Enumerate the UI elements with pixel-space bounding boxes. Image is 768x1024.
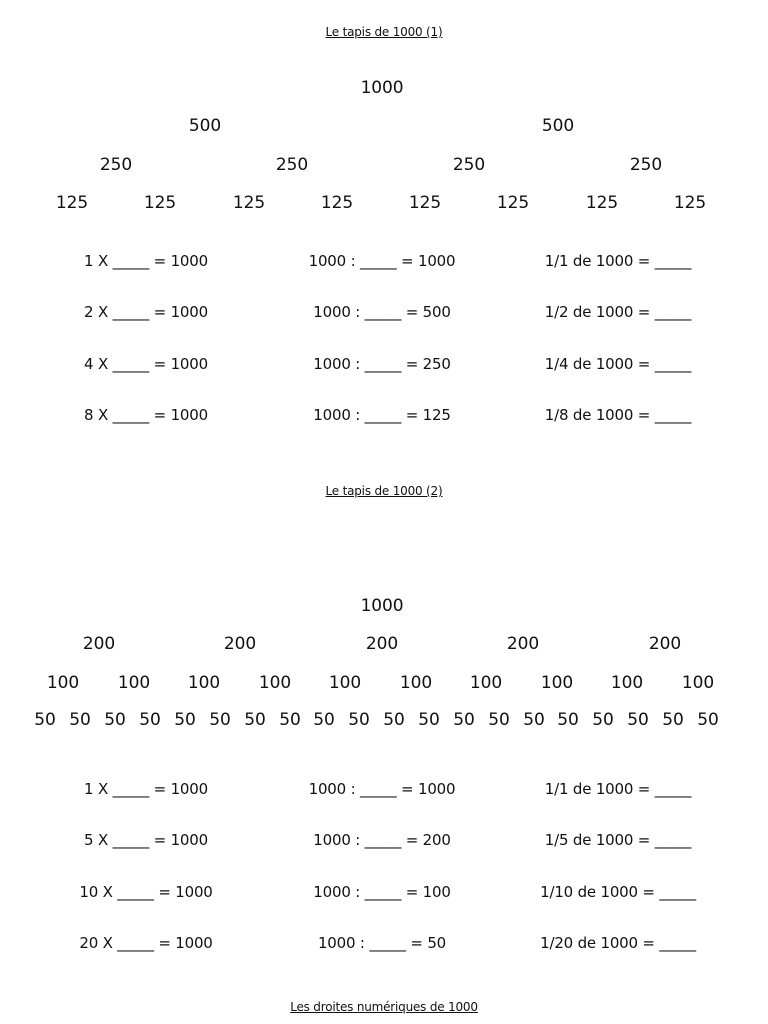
tree-node: 125 xyxy=(232,193,266,213)
fraction-exercise: 1/1 de 1000 = _____ xyxy=(544,252,692,270)
fraction-exercise: 1/5 de 1000 = _____ xyxy=(544,831,692,849)
tree-node: 125 xyxy=(408,193,442,213)
tree-node: 50 xyxy=(139,710,161,730)
tree-node: 200 xyxy=(506,634,540,654)
fraction-exercise: 1/2 de 1000 = _____ xyxy=(544,303,692,321)
tree-node: 500 xyxy=(188,116,222,136)
multiplication-exercise: 10 X _____ = 1000 xyxy=(79,883,213,901)
multiplication-exercise: 5 X _____ = 1000 xyxy=(84,831,208,849)
tree-node: 100 xyxy=(46,673,80,693)
tree-node: 50 xyxy=(592,710,614,730)
fraction-exercise: 1/10 de 1000 = _____ xyxy=(540,883,696,901)
fraction-exercise: 1/4 de 1000 = _____ xyxy=(544,355,692,373)
tree-node: 50 xyxy=(279,710,301,730)
tree-node: 50 xyxy=(662,710,684,730)
section-3-title: Les droites numériques de 1000 xyxy=(290,1000,478,1014)
tree-node: 100 xyxy=(258,673,292,693)
section-2-title: Le tapis de 1000 (2) xyxy=(325,484,443,498)
tree-node: 125 xyxy=(585,193,619,213)
division-exercise: 1000 : _____ = 500 xyxy=(313,303,451,321)
tree-node: 50 xyxy=(418,710,440,730)
multiplication-exercise: 1 X _____ = 1000 xyxy=(84,252,208,270)
division-exercise: 1000 : _____ = 1000 xyxy=(308,780,456,798)
tree-node: 200 xyxy=(223,634,257,654)
tree-node: 50 xyxy=(313,710,335,730)
tree-node: 100 xyxy=(399,673,433,693)
tree-node: 100 xyxy=(610,673,644,693)
division-exercise: 1000 : _____ = 125 xyxy=(313,406,451,424)
tree-node: 50 xyxy=(104,710,126,730)
tree-node: 100 xyxy=(540,673,574,693)
tree-node: 50 xyxy=(697,710,719,730)
tree-node: 1000 xyxy=(360,78,404,98)
tree-node: 250 xyxy=(629,155,663,175)
multiplication-exercise: 4 X _____ = 1000 xyxy=(84,355,208,373)
fraction-exercise: 1/8 de 1000 = _____ xyxy=(544,406,692,424)
tree-node: 125 xyxy=(673,193,707,213)
tree-node: 125 xyxy=(496,193,530,213)
fraction-exercise: 1/1 de 1000 = _____ xyxy=(544,780,692,798)
tree-node: 100 xyxy=(328,673,362,693)
tree-node: 500 xyxy=(541,116,575,136)
tree-node: 100 xyxy=(117,673,151,693)
multiplication-exercise: 20 X _____ = 1000 xyxy=(79,934,213,952)
tree-node: 100 xyxy=(187,673,221,693)
multiplication-exercise: 1 X _____ = 1000 xyxy=(84,780,208,798)
tree-node: 50 xyxy=(174,710,196,730)
tree-node: 50 xyxy=(34,710,56,730)
tree-node: 200 xyxy=(82,634,116,654)
tree-node: 100 xyxy=(469,673,503,693)
tree-node: 125 xyxy=(55,193,89,213)
fraction-exercise: 1/20 de 1000 = _____ xyxy=(540,934,696,952)
multiplication-exercise: 8 X _____ = 1000 xyxy=(84,406,208,424)
tree-node: 200 xyxy=(648,634,682,654)
tree-node: 100 xyxy=(681,673,715,693)
division-exercise: 1000 : _____ = 50 xyxy=(317,934,447,952)
division-exercise: 1000 : _____ = 200 xyxy=(313,831,451,849)
tree-node: 250 xyxy=(452,155,486,175)
tree-node: 50 xyxy=(244,710,266,730)
tree-node: 250 xyxy=(275,155,309,175)
tree-node: 50 xyxy=(557,710,579,730)
division-exercise: 1000 : _____ = 1000 xyxy=(308,252,456,270)
section-1-title: Le tapis de 1000 (1) xyxy=(325,25,443,39)
tree-node: 200 xyxy=(365,634,399,654)
tree-node: 1000 xyxy=(360,596,404,616)
tree-node: 50 xyxy=(627,710,649,730)
tree-node: 50 xyxy=(523,710,545,730)
tree-node: 50 xyxy=(383,710,405,730)
division-exercise: 1000 : _____ = 100 xyxy=(313,883,451,901)
multiplication-exercise: 2 X _____ = 1000 xyxy=(84,303,208,321)
tree-node: 50 xyxy=(348,710,370,730)
tree-node: 50 xyxy=(488,710,510,730)
tree-node: 125 xyxy=(320,193,354,213)
division-exercise: 1000 : _____ = 250 xyxy=(313,355,451,373)
tree-node: 125 xyxy=(143,193,177,213)
tree-node: 50 xyxy=(453,710,475,730)
tree-node: 250 xyxy=(99,155,133,175)
tree-node: 50 xyxy=(209,710,231,730)
tree-node: 50 xyxy=(69,710,91,730)
